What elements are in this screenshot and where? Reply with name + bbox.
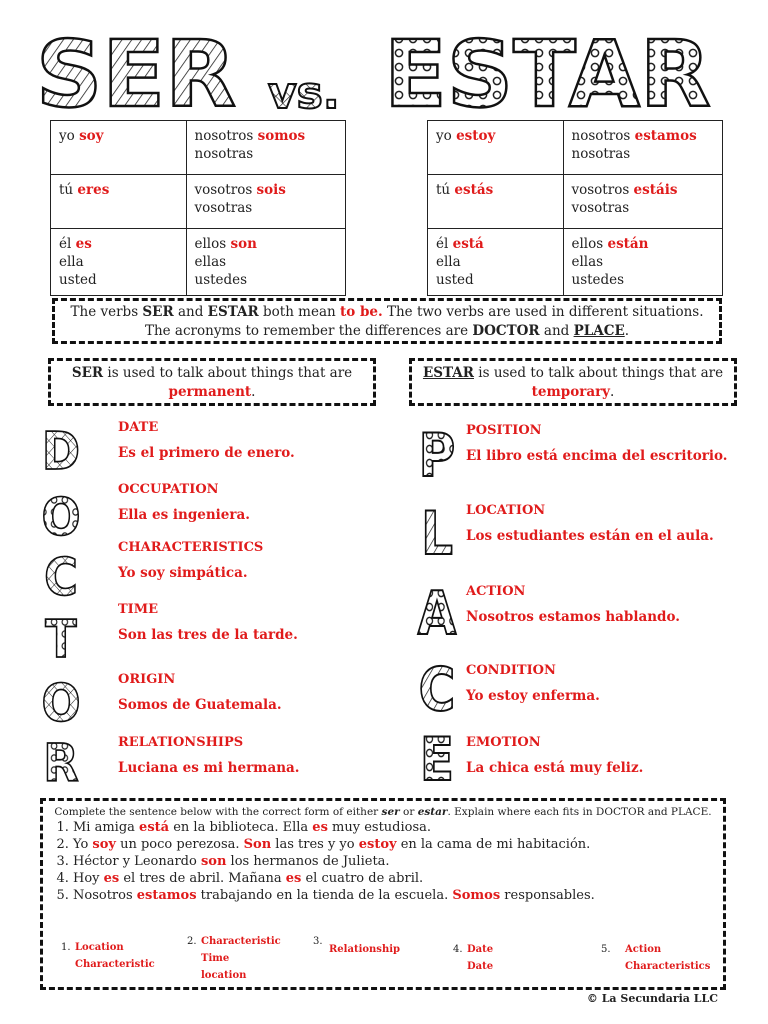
answer-verb: son <box>200 854 227 869</box>
page-title <box>0 18 768 118</box>
answer-verb: estamos <box>136 888 197 903</box>
pronoun: tú <box>59 182 74 198</box>
category-heading: CONDITION <box>466 663 556 678</box>
intro-to-be: to be. <box>340 304 383 320</box>
category-example: El libro está encima del escritorio. <box>466 448 728 464</box>
doctor-item <box>118 672 282 713</box>
estar-label: ESTAR <box>422 365 474 381</box>
sentence-text: Hoy <box>73 871 104 886</box>
pronoun: vosotros <box>571 182 630 198</box>
estar-cell <box>563 121 723 175</box>
sentence-text: Héctor y Leonardo <box>73 854 201 869</box>
doctor-item <box>118 602 298 643</box>
intro-text: and <box>539 323 574 339</box>
exercise-sentence <box>73 836 713 853</box>
pronoun: nosotros <box>571 128 631 144</box>
acronym-letter-c <box>412 648 462 718</box>
place-item <box>466 735 643 776</box>
answer-verb: está <box>139 820 170 835</box>
acronym-letter-p <box>412 414 462 484</box>
category-example: Ella es ingeniera. <box>118 507 250 523</box>
acronym-letter-glyph: O <box>41 673 81 728</box>
answer-text: Time <box>201 953 230 964</box>
answer-group <box>61 939 155 973</box>
doctor-item <box>118 540 263 581</box>
category-heading: TIME <box>118 602 159 617</box>
answer-text: location <box>201 970 247 981</box>
pronoun: ellos <box>571 236 604 252</box>
exercise-sentence <box>73 819 713 836</box>
doctor-item <box>118 735 299 776</box>
category-example: Yo estoy enferma. <box>466 688 600 704</box>
pronoun: ella <box>59 254 84 270</box>
verb-form: está <box>452 236 484 252</box>
answer-text: Relationship <box>329 944 401 955</box>
doctor-item <box>118 420 295 461</box>
answer-group <box>313 936 401 958</box>
intro-place: PLACE <box>573 323 625 339</box>
intro-text: . <box>624 323 630 339</box>
intro-text: The verbs <box>70 304 143 320</box>
estar-cell <box>563 229 723 296</box>
category-example: Son las tres de la tarde. <box>118 627 298 643</box>
verb-form: estamos <box>634 128 697 144</box>
verb-form: estás <box>454 182 494 198</box>
acronym-letter-glyph: T <box>45 609 77 664</box>
category-heading: LOCATION <box>466 503 546 518</box>
answer-number: 1. <box>61 942 71 953</box>
verb-form: estáis <box>633 182 678 198</box>
sentence-text: en la cama de mi habitación. <box>396 837 591 852</box>
category-example: Luciana es mi hermana. <box>118 760 300 776</box>
verb-form: eres <box>77 182 110 198</box>
ser-cell <box>186 229 346 296</box>
estar-cell <box>428 229 564 296</box>
intro-text: The two verbs are used in different situations. <box>382 304 704 320</box>
ser-row <box>51 175 346 229</box>
pronoun: ellas <box>571 254 604 270</box>
acronym-letter-glyph: R <box>43 733 79 788</box>
estar-cell <box>428 175 564 229</box>
category-heading: EMOTION <box>466 735 541 750</box>
pronoun: nosotros <box>194 128 254 144</box>
pronoun: él <box>59 236 72 252</box>
ser-row <box>51 121 346 175</box>
answer-text: Date <box>467 961 494 972</box>
acronym-letter-glyph: P <box>418 421 456 484</box>
instructions-text: Complete the sentence below with the correct form of either <box>54 806 382 818</box>
pronoun: nosotras <box>571 146 631 162</box>
pronoun: nosotras <box>194 146 254 162</box>
estar-cell <box>428 121 564 175</box>
category-example: Somos de Guatemala. <box>118 697 282 713</box>
intro-box <box>52 298 722 344</box>
answer-verb: es <box>312 820 328 835</box>
verb-form: es <box>75 236 92 252</box>
verb-form: soy <box>79 128 104 144</box>
acronym-letter-glyph: E <box>419 725 455 788</box>
pronoun: ella <box>436 254 461 270</box>
answer-text: Action <box>625 944 662 955</box>
acronym-letter-r <box>38 728 84 788</box>
ser-label: SER <box>71 365 104 381</box>
sentence-text: Yo <box>73 837 93 852</box>
pronoun: vosotras <box>571 200 630 216</box>
answer-group <box>601 941 711 975</box>
sentence-text: muy estudiosa. <box>327 820 432 835</box>
pronoun: yo <box>59 128 75 144</box>
answer-number: 4. <box>453 944 463 955</box>
pronoun: yo <box>436 128 452 144</box>
answer-verb: es <box>103 871 120 886</box>
sentence-text: Mi amiga <box>73 820 140 835</box>
pronoun: vosotras <box>194 200 253 216</box>
copyright-footer: © La Secundaria LLC <box>586 992 718 1005</box>
sentence-text: un poco perezosa. <box>115 837 244 852</box>
category-example: Nosotros estamos hablando. <box>466 609 680 625</box>
answer-verb: estoy <box>358 837 397 852</box>
intro-ser: SER <box>142 304 174 320</box>
answer-group <box>453 941 494 975</box>
exercise-sentence <box>73 870 713 887</box>
answer-text: Characteristic <box>75 959 155 970</box>
category-heading: RELATIONSHIPS <box>118 735 244 750</box>
acronym-letter-glyph: C <box>418 655 456 718</box>
answer-verb: es <box>285 871 302 886</box>
ser-cell <box>51 175 187 229</box>
doctor-item <box>118 482 250 523</box>
pronoun: ustedes <box>571 272 625 288</box>
ser-box-text: is used to talk about things that are <box>103 365 353 381</box>
estar-conjugation-table <box>427 120 723 296</box>
category-heading: ACTION <box>466 584 526 599</box>
category-example: Es el primero de enero. <box>118 445 295 461</box>
sentence-text: el tres de abril. Mañana <box>119 871 286 886</box>
acronym-letter-glyph: L <box>421 499 453 562</box>
answer-number: 3. <box>313 936 323 947</box>
ser-cell <box>186 175 346 229</box>
acronym-letter-glyph: A <box>417 579 457 642</box>
exercise-box <box>40 798 726 990</box>
verb-form: sois <box>256 182 286 198</box>
pronoun: él <box>436 236 449 252</box>
verb-form: estoy <box>456 128 496 144</box>
sentence-text: Nosotros <box>73 888 137 903</box>
sentence-text: el cuatro de abril. <box>301 871 424 886</box>
answer-text: Characteristics <box>625 961 711 972</box>
estar-box-end: . <box>610 384 615 400</box>
title-ser: SER <box>36 21 236 118</box>
pronoun: vosotros <box>194 182 253 198</box>
ser-permanent-box <box>48 358 376 406</box>
ser-cell <box>51 229 187 296</box>
ser-cell <box>186 121 346 175</box>
sentence-text: trabajando en la tienda de la escuela. <box>196 888 453 903</box>
exercise-sentence <box>73 887 713 904</box>
estar-temporary-box <box>409 358 737 406</box>
acronym-letter-c <box>38 542 84 602</box>
exercise-sentences <box>73 819 713 904</box>
category-example: La chica está muy feliz. <box>466 760 644 776</box>
acronym-letter-o <box>38 482 84 542</box>
answer-verb: soy <box>92 837 116 852</box>
place-item <box>466 663 600 704</box>
sentence-text: los hermanos de Julieta. <box>226 854 390 869</box>
pronoun: tú <box>436 182 451 198</box>
answer-text: Characteristic <box>201 936 281 947</box>
intro-estar: ESTAR <box>207 304 259 320</box>
category-example: Yo soy simpática. <box>118 565 248 581</box>
instructions-ser: ser <box>381 806 400 818</box>
verb-form: somos <box>257 128 306 144</box>
intro-doctor: DOCTOR <box>472 323 540 339</box>
acronym-letter-glyph: D <box>41 421 81 476</box>
acronym-letter-d <box>38 416 84 476</box>
pronoun: ustedes <box>194 272 248 288</box>
sentence-text: en la biblioteca. Ella <box>169 820 313 835</box>
sentence-text: responsables. <box>500 888 595 903</box>
acronym-letter-glyph: C <box>44 547 78 602</box>
category-heading: POSITION <box>466 423 542 438</box>
category-example: Los estudiantes están en el aula. <box>466 528 714 544</box>
estar-keyword: temporary <box>531 384 611 400</box>
answer-verb: Son <box>243 837 272 852</box>
sentence-text: las tres y yo <box>271 837 359 852</box>
estar-row <box>428 121 723 175</box>
estar-box-text: is used to talk about things that are <box>473 365 724 381</box>
title-vs: vs. <box>268 68 340 118</box>
acronym-letter-l <box>412 492 462 562</box>
title-estar: ESTAR <box>384 21 711 118</box>
verb-form: están <box>607 236 649 252</box>
intro-text: both mean <box>258 304 340 320</box>
acronym-letter-o <box>38 668 84 728</box>
ser-conjugation-table <box>50 120 346 296</box>
acronym-letter-a <box>412 572 462 642</box>
ser-row <box>51 229 346 296</box>
pronoun: usted <box>59 272 97 288</box>
exercise-instructions <box>53 805 713 819</box>
exercise-sentence <box>73 853 713 870</box>
category-heading: CHARACTERISTICS <box>118 540 264 555</box>
verb-form: son <box>230 236 257 252</box>
ser-cell <box>51 121 187 175</box>
answer-group <box>187 933 281 984</box>
pronoun: ellas <box>194 254 227 270</box>
pronoun: ellos <box>194 236 227 252</box>
place-item <box>466 423 727 464</box>
estar-row <box>428 175 723 229</box>
answer-verb: Somos <box>452 888 501 903</box>
answer-text: Date <box>467 944 494 955</box>
place-item <box>466 503 714 544</box>
instructions-text: or <box>399 806 418 818</box>
ser-keyword: permanent <box>168 384 252 400</box>
answer-number: 2. <box>187 936 197 947</box>
acronym-letter-t <box>38 604 84 664</box>
intro-text: The acronyms to remember the differences are <box>144 323 473 339</box>
instructions-text: . Explain where each fits in DOCTOR and PLACE. <box>447 806 712 818</box>
acronym-letter-glyph: O <box>41 487 81 542</box>
answer-text: Location <box>75 942 124 953</box>
estar-row <box>428 229 723 296</box>
ser-box-end: . <box>251 384 256 400</box>
category-heading: DATE <box>118 420 159 435</box>
estar-cell <box>563 175 723 229</box>
acronym-letter-e <box>412 718 462 788</box>
answer-number: 5. <box>601 944 611 955</box>
intro-text: and <box>173 304 208 320</box>
place-item <box>466 584 680 625</box>
pronoun: usted <box>436 272 474 288</box>
category-heading: OCCUPATION <box>118 482 219 497</box>
category-heading: ORIGIN <box>118 672 176 687</box>
instructions-estar: estar <box>417 806 448 818</box>
